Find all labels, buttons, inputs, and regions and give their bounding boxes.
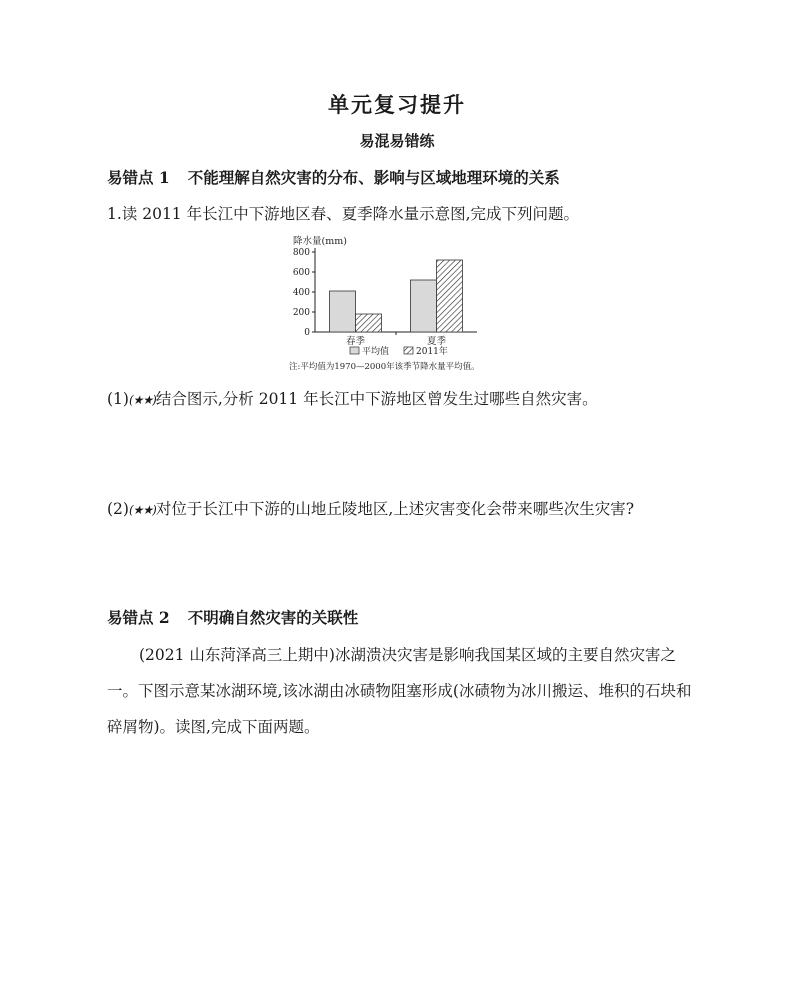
question-1-stem: 1.读 2011 年长江中下游地区春、夏季降水量示意图,完成下列问题。	[107, 205, 580, 223]
legend-swatch	[350, 347, 359, 354]
legend-swatch	[404, 347, 413, 354]
question-1-sub-2	[107, 497, 634, 519]
section-label-2: 易错点 2	[107, 608, 170, 627]
y-tick-label: 800	[292, 248, 310, 258]
passage-paragraph: (2021 山东菏泽高三上期中)冰湖溃决灾害是影响我国某区域的主要自然灾害之一。下图示意某冰湖环境,该冰湖由冰碛物阻塞形成(冰碛物为冰川搬运、堆积的石块和碎屑物)。读图,完成下面两题。	[107, 646, 692, 736]
sub-question-text: 对位于长江中下游的山地丘陵地区,上述灾害变化会带来哪些次生灾害?	[155, 500, 635, 518]
section-heading-1	[107, 166, 560, 188]
difficulty-stars-icon: (★★)	[128, 503, 156, 517]
legend-label: 2011年	[416, 347, 448, 357]
difficulty-stars-icon: (★★)	[128, 393, 156, 407]
sub-question-text: 结合图示,分析 2011 年长江中下游地区曾发生过哪些自然灾害。	[155, 390, 598, 408]
question-1-sub-1	[107, 387, 598, 409]
y-tick-label: 200	[292, 308, 310, 318]
section-text-2: 不明确自然灾害的关联性	[187, 608, 359, 627]
section-heading-2	[107, 606, 358, 628]
x-tick-label: 春季	[345, 336, 366, 347]
x-tick-label: 夏季	[426, 336, 447, 347]
bar-average-summer	[411, 280, 437, 332]
y-tick-label: 400	[292, 288, 310, 298]
legend-label: 平均值	[362, 347, 390, 357]
chart-note: 注:平均值为1970—2000年该季节降水量平均值。	[289, 362, 480, 372]
sub-question-number: (2)	[107, 500, 129, 518]
precipitation-chart	[285, 232, 525, 372]
bar-2011-spring	[356, 314, 382, 332]
y-tick-label: 600	[292, 268, 310, 278]
section-label-1: 易错点 1	[107, 168, 170, 187]
sub-question-number: (1)	[107, 390, 129, 408]
y-axis-label: 降水量(mm)	[293, 236, 347, 247]
page-title: 单元复习提升	[328, 92, 466, 117]
section-text-1: 不能理解自然灾害的分布、影响与区域地理环境的关系	[187, 168, 560, 187]
bar-2011-summer	[437, 260, 463, 332]
y-tick-label: 0	[304, 328, 310, 338]
page-subtitle: 易混易错练	[359, 132, 435, 150]
bar-average-spring	[330, 291, 356, 332]
